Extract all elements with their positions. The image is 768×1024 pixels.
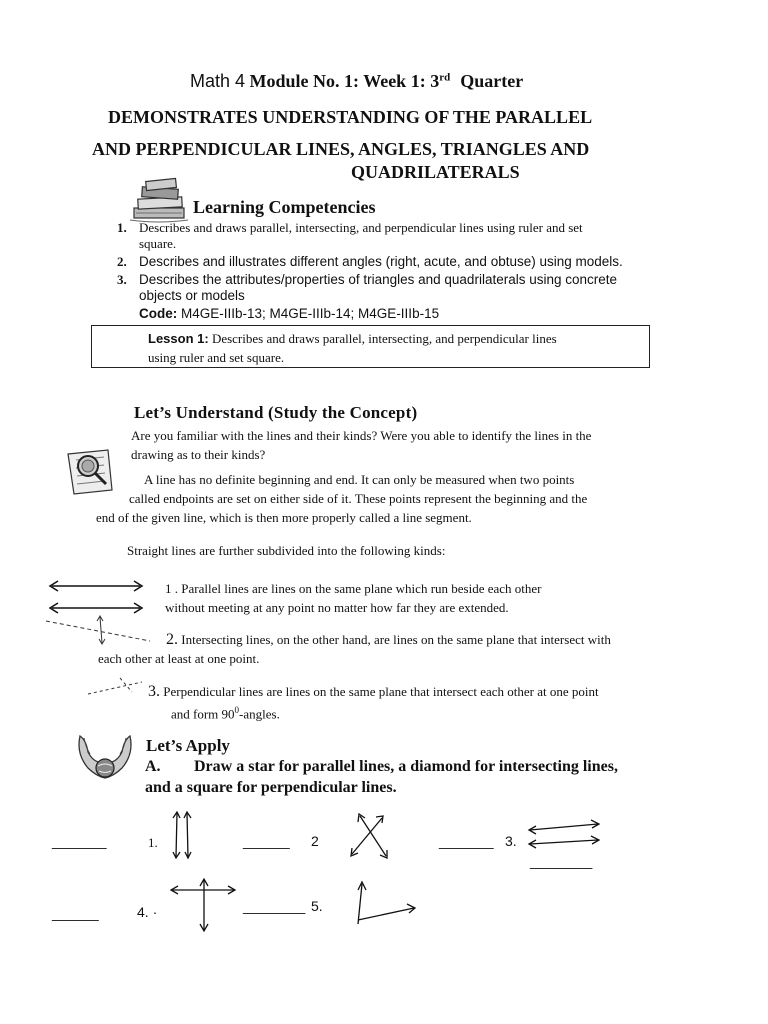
kind-line: [98, 630, 718, 649]
page-title: [190, 71, 523, 92]
answer-blank-3b[interactable]: ________: [530, 853, 593, 869]
lesson-line-2: using ruler and set square.: [148, 350, 285, 365]
competency-item-2: [117, 254, 737, 270]
item-number-1: 1.: [148, 835, 158, 850]
competency-number: 1.: [117, 220, 127, 235]
kind-parallel: [165, 579, 725, 617]
competency-code: [139, 306, 439, 321]
answer-blank-3[interactable]: _______: [439, 833, 494, 849]
competency-text-cont: objects or models: [139, 288, 245, 303]
paragraph-line: called endpoints are set on either side of it. These points represent the beginning and the: [129, 491, 588, 506]
kind-text: Intersecting lines, on the other hand, are lines on the same plane that intersect with: [178, 632, 611, 647]
title-superscript: rd: [439, 71, 451, 84]
kind-intersecting: [98, 630, 718, 668]
competency-number: 2.: [117, 254, 127, 269]
code-label: Code:: [139, 306, 178, 321]
understand-title: Let’s Understand (Study the Concept): [134, 403, 418, 422]
title-math: Math 4: [190, 71, 246, 91]
figure-5-intersecting: [352, 880, 418, 928]
kind-number: 2.: [166, 631, 178, 648]
competencies-title: Learning Competencies: [193, 197, 376, 217]
kind-text: 1 . Parallel lines are lines on the same plane which run beside each other: [165, 581, 542, 596]
kind-text: -angles.: [239, 706, 280, 722]
figure-4-perpendicular: [168, 878, 238, 932]
item-number-3: 3.: [505, 833, 517, 849]
competency-text: Describes and illustrates different angles (right, acute, and obtuse) using models.: [139, 254, 623, 269]
apply-instruction-2: and a square for perpendicular lines.: [145, 779, 397, 796]
perpendicular-lines-figure: [86, 676, 150, 698]
kind-perpendicular: [148, 682, 718, 723]
competency-number: 3.: [117, 272, 127, 287]
figure-2-intersecting: [348, 812, 390, 860]
answer-blank-5[interactable]: ________: [243, 898, 306, 914]
competency-text: Describes the attributes/properties of triangles and quadrilaterals using concrete: [139, 272, 618, 287]
answer-blank-2[interactable]: ______: [243, 833, 290, 849]
code-value: M4GE-IIIb-13; M4GE-IIIb-14; M4GE-IIIb-15: [177, 306, 440, 321]
figure-3-parallel-horizontal: [526, 818, 602, 850]
paragraph-line: end of the given line, which is then more properly called a line segment.: [96, 510, 472, 525]
understand-paragraph-1: [131, 426, 731, 464]
paragraph-line: drawing as to their kinds?: [131, 447, 266, 462]
title-quarter: Quarter: [460, 71, 524, 91]
competency-item-3: [117, 272, 737, 304]
hands-globe-icon: [74, 730, 136, 786]
books-icon: [128, 178, 190, 222]
paragraph-line: Are you familiar with the lines and their kinds? Were you able to identify the lines in the: [131, 428, 592, 443]
parallel-lines-figure: [46, 576, 146, 616]
kind-number: 3.: [148, 683, 160, 700]
item-number-4: 4. ·: [137, 904, 158, 920]
kind-text: and form 90: [171, 706, 235, 722]
answer-blank-4[interactable]: ______: [52, 905, 99, 921]
competency-item-1: [117, 220, 717, 252]
title-module: Module No. 1: Week 1: 3: [245, 71, 440, 91]
item-number-2: 2: [311, 833, 319, 849]
understand-paragraph-3: Straight lines are further subdivided into the following kinds:: [127, 543, 446, 558]
lesson-line-1: [148, 331, 557, 347]
item-number-5: 5.: [311, 898, 323, 914]
answer-blank-1[interactable]: _______: [52, 833, 107, 849]
paragraph-line: A line has no definite beginning and end. It can only be measured when two points: [144, 472, 575, 487]
lesson-label: Lesson 1:: [148, 331, 209, 346]
apply-instruction-1: Draw a star for parallel lines, a diamond for intersecting lines,: [194, 758, 618, 775]
understand-paragraph-2: [96, 470, 716, 527]
kind-text: without meeting at any point no matter how far they are extended.: [165, 600, 509, 615]
lesson-text: Describes and draws parallel, intersecting, and perpendicular lines: [208, 331, 557, 346]
apply-letter: A.: [145, 758, 161, 775]
competency-text-cont: square.: [139, 236, 177, 251]
figure-1-parallel-vertical: [170, 810, 194, 860]
competency-text: Describes and draws parallel, intersecting, and perpendicular lines using ruler and set: [139, 220, 583, 235]
kind-superscript: 0: [234, 705, 240, 715]
heading-line-3: QUADRILATERALS: [351, 162, 520, 182]
lesson-box: [91, 325, 650, 368]
kind-text: each other at least at one point.: [98, 651, 260, 666]
heading-line-1: DEMONSTRATES UNDERSTANDING OF THE PARALLEL: [108, 107, 593, 127]
kind-text: Perpendicular lines are lines on the same plane that intersect each other at one point: [160, 684, 599, 699]
kind-line: [148, 682, 718, 701]
apply-title: Let’s Apply: [146, 736, 230, 755]
heading-line-2: AND PERPENDICULAR LINES, ANGLES, TRIANGLES AND: [92, 139, 590, 159]
kind-line: [148, 701, 718, 723]
